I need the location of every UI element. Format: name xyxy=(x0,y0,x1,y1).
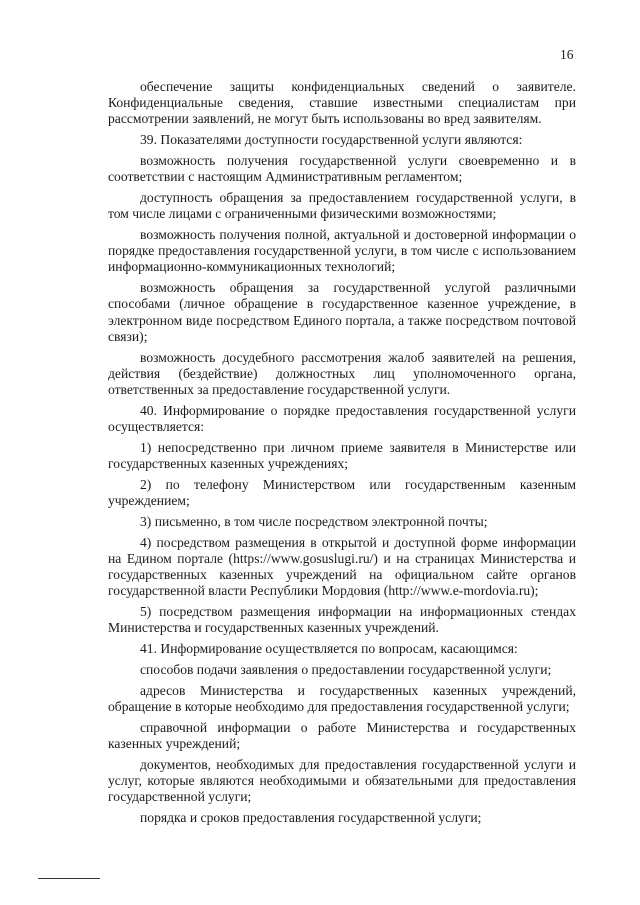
paragraph: 4) посредством размещения в открытой и доступной форме информации на Едином портале (https://www.gosuslugi.ru/) и на страницах Министерства и государственных казенных учреждений на официальном сайте органов государственной власти Республики Мордовия (http://www.e-mordovia.ru); xyxy=(108,534,576,599)
paragraph: порядка и сроков предоставления государственной услуги; xyxy=(140,809,482,825)
paragraph: 5) посредством размещения информации на информационных стендах Министерства и государственных казенных учреждений. xyxy=(108,604,576,636)
paragraph: способов подачи заявления о предоставлении государственной услуги; xyxy=(140,661,552,677)
paragraph: возможность обращения за государственной услугой различными способами (личное обращение в государственное казенное учреждение, в электронном виде посредством Единого портала, а также посредством почтовой связи); xyxy=(108,280,576,344)
paragraph: возможность досудебного рассмотрения жалоб заявителей на решения, действия (бездействие) должностных лиц уполномоченного органа, ответственных за предоставление государственной услуги. xyxy=(108,349,576,398)
paragraph: доступность обращения за предоставлением государственной услуги, в том числе лицами с ограниченными физическими возможностями; xyxy=(108,190,576,222)
paragraph: 40. Информирование о порядке предоставления государственной услуги осуществляется: xyxy=(108,402,576,435)
paragraph: обеспечение защиты конфиденциальных сведений о заявителе. Конфиденциальные сведения, ставшие известными специалистам при рассмотрении заявлений, не могут быть использованы во вред заявителям. xyxy=(108,79,576,127)
paragraph: справочной информации о работе Министерства и государственных казенных учреждений; xyxy=(108,719,576,751)
footnote-divider xyxy=(38,878,100,879)
paragraph: адресов Министерства и государственных казенных учреждений, обращение в которые необходимо для предоставления государственной услуги; xyxy=(108,682,576,714)
document-body xyxy=(108,79,576,831)
paragraph: 3) письменно, в том числе посредством электронной почты; xyxy=(140,513,488,529)
page-number: 16 xyxy=(560,47,574,62)
paragraph: 39. Показателями доступности государственной услуги являются: xyxy=(140,132,523,148)
paragraph: 41. Информирование осуществляется по вопросам, касающимся: xyxy=(140,641,518,657)
paragraph: 2) по телефону Министерством или государственным казенным учреждением; xyxy=(108,476,576,509)
paragraph: 1) непосредственно при личном приеме заявителя в Министерстве или государственных казенных учреждениях; xyxy=(108,439,576,472)
paragraph: возможность получения государственной услуги своевременно и в соответствии с настоящим Административным регламентом; xyxy=(108,153,576,185)
paragraph: возможность получения полной, актуальной и достоверной информации о порядке предоставления государственной услуги, в том числе с использованием информационно-коммуникационных технологий; xyxy=(108,227,576,275)
paragraph: документов, необходимых для предоставления государственной услуги и услуг, которые являются необходимыми и обязательными для предоставления государственной услуги; xyxy=(108,756,576,805)
